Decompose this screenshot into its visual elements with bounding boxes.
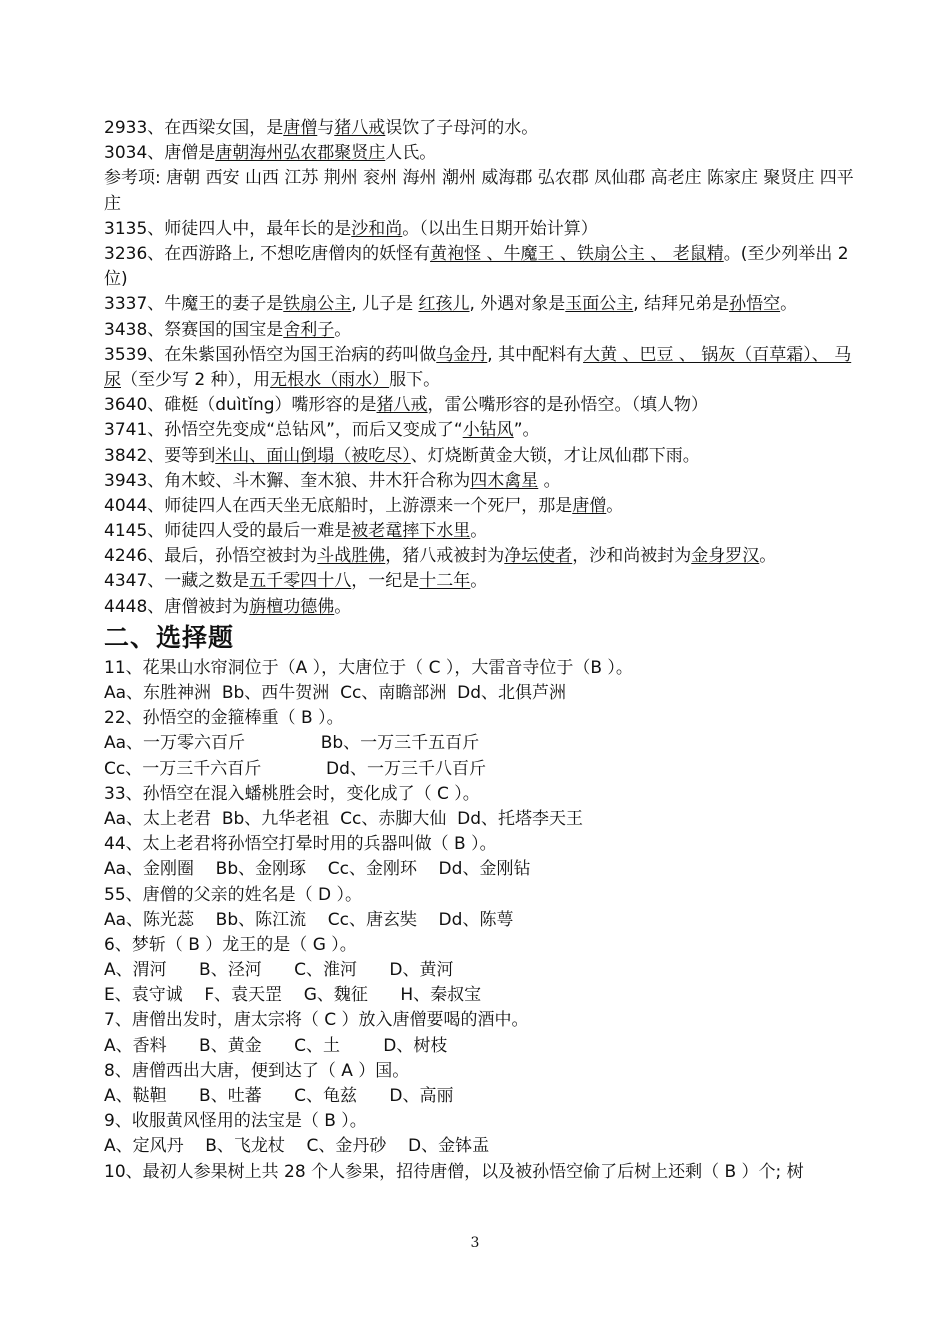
fill-item [104, 595, 854, 620]
question-text: 、碓梃（duìtǐng）嘴形容的是 [147, 395, 377, 416]
item-number: 3943 [104, 470, 148, 491]
item-number: 3337 [104, 294, 148, 315]
choice-line: A、鞑靼 B、吐蕃 C、龟兹 D、高丽 [104, 1086, 454, 1107]
fill-item [104, 242, 854, 292]
item-number: 4145 [104, 521, 148, 542]
choice-line: 22、孙悟空的金箍棒重（ B ）。 [104, 708, 344, 729]
item-number: 3640 [104, 395, 148, 416]
item-number: 2933 [104, 118, 148, 138]
fill-item [104, 217, 854, 242]
answer-text: 唐僧 [572, 495, 607, 516]
choice-line: Aa、一万零六百斤 Bb、一万三千五百斤 [104, 733, 480, 754]
question-text: ，一纪是 [351, 571, 420, 592]
answer-text: 舍利子 [283, 319, 335, 340]
choice-line: Aa、金刚圈 Bb、金刚琢 Cc、金刚环 Dd、金刚钻 [104, 859, 531, 880]
question-text: 、灯烧断黄金大锁，才让凤仙郡下雨。 [410, 445, 700, 466]
question-text: 、要等到 [147, 445, 216, 466]
item-number: 4448 [104, 596, 148, 617]
answer-text: 米山、面山倒塌（被吃尽） [215, 445, 411, 466]
fill-in-list [104, 116, 854, 620]
choice-line: 33、孙悟空在混入蟠桃胜会时，变化成了（ C ）。 [104, 783, 480, 804]
item-number: 3842 [104, 445, 148, 466]
question-text: ，猪八戒被封为 [385, 546, 505, 567]
item-number: 3741 [104, 420, 148, 441]
question-text: 、最后，孙悟空被封为 [147, 546, 318, 567]
page-content [104, 116, 854, 1185]
choice-line: Cc、一万三千六百斤 Dd、一万三千八百斤 [104, 758, 486, 779]
question-text: , 外遇对象是 [469, 294, 566, 315]
question-text: 、在西游路上, 不想吃唐僧肉的妖怪有 [147, 243, 431, 264]
question-text: 。 [470, 571, 488, 592]
page-number: 3 [470, 1235, 480, 1251]
answer-text: 猪八戒 [376, 395, 428, 416]
question-text: 、在朱紫国孙悟空为国王治病的药叫做 [147, 344, 437, 365]
choice-line: A、渭河 B、泾河 C、淮河 D、黄河 [104, 960, 454, 981]
item-number: 4246 [104, 546, 148, 567]
fill-item [104, 343, 854, 393]
question-text: , 其中配料有 [487, 344, 584, 365]
choice-line: Aa、东胜神洲 Bb、西牛贺洲 Cc、南瞻部洲 Dd、北俱芦洲 [104, 683, 567, 704]
question-text: 。(至少列举出 2 位) [104, 243, 849, 290]
answer-text: 红孩儿 [418, 294, 470, 315]
item-number: 3135 [104, 218, 148, 239]
question-text: , 儿子是 [351, 294, 419, 315]
fill-item [104, 166, 854, 216]
fill-item [104, 393, 854, 418]
question-text: 。 [759, 546, 777, 567]
question-text: 。 [780, 294, 798, 315]
question-text: 。 [606, 495, 624, 516]
question-text: 与 [317, 118, 335, 138]
answer-text: 无根水（雨水） [270, 369, 390, 390]
question-text: （至少写 2 种），用 [121, 369, 271, 390]
question-text: 。 [334, 319, 352, 340]
choice-line: 9、收服黄风怪用的法宝是（ B ）。 [104, 1111, 367, 1132]
choice-line: 55、唐僧的父亲的姓名是（ D ）。 [104, 884, 363, 905]
question-text: 。 [470, 521, 488, 542]
answer-text: 黄袍怪 、牛魔王 、铁扇公主 、 老鼠精 [430, 243, 724, 264]
choice-line: Aa、陈光蕊 Bb、陈江流 Cc、唐玄奘 Dd、陈萼 [104, 909, 514, 930]
answer-text: 小钻风 [462, 420, 514, 441]
choice-list [104, 656, 854, 1185]
question-text: 服下。 [389, 369, 441, 390]
question-text: 、牛魔王的妻子是 [147, 294, 284, 315]
fill-item [104, 519, 854, 544]
item-number: 3438 [104, 319, 148, 340]
item-number: 3034 [104, 143, 148, 164]
fill-item [104, 569, 854, 594]
answer-text: 被老鼋摔下水里 [351, 521, 471, 542]
question-text: 、师徒四人受的最后一难是 [147, 521, 352, 542]
answer-text: 唐僧 [283, 118, 318, 138]
answer-text: 斗战胜佛 [317, 546, 386, 567]
question-text: 。（以出生日期开始计算） [402, 218, 598, 239]
item-number: 4347 [104, 571, 148, 592]
question-text: 误饮了子母河的水。 [385, 118, 539, 138]
question-text: ，沙和尚被封为 [572, 546, 692, 567]
question-text: 、唐僧被封为 [147, 596, 250, 617]
answer-text: 四木禽星 [470, 470, 539, 491]
choice-line: A、定风丹 B、飞龙杖 C、金丹砂 D、金钵盂 [104, 1136, 490, 1157]
question-text: 、孙悟空先变成“总钻风”，而后又变成了“ [147, 420, 463, 441]
answer-text: 十二年 [419, 571, 471, 592]
question-text: 、师徒四人中，最年长的是 [147, 218, 352, 239]
question-text: , 结拜兄弟是 [633, 294, 730, 315]
choice-line: 44、太上老君将孙悟空打晕时用的兵器叫做（ B ）。 [104, 834, 497, 855]
fill-item [104, 444, 854, 469]
question-text: 、唐僧是 [147, 143, 216, 164]
answer-text: 五千零四十八 [249, 571, 352, 592]
choice-line: A、香料 B、黄金 C、土 D、树枝 [104, 1035, 448, 1056]
question-text: ”。 [513, 420, 540, 441]
fill-item [104, 418, 854, 443]
question-text: ，雷公嘴形容的是孙悟空。（填人物） [427, 395, 709, 416]
fill-item [104, 544, 854, 569]
fill-item [104, 141, 854, 166]
question-text: 、在西梁女国，是 [147, 118, 284, 138]
answer-text: 铁扇公主 [283, 294, 352, 315]
question-text: 。 [334, 596, 352, 617]
answer-text: 净坛使者 [504, 546, 573, 567]
question-text: 、角木蛟、斗木獬、奎木狼、井木犴合称为 [147, 470, 471, 491]
answer-text: 旃檀功德佛 [249, 596, 335, 617]
question-text: 、师徒四人在西天坐无底船时，上游漂来一个死尸，那是 [147, 495, 573, 516]
choice-line: 7、唐僧出发时，唐太宗将（ C ）放入唐僧要喝的酒中。 [104, 1010, 529, 1031]
answer-text: 乌金丹 [436, 344, 488, 365]
question-text: 人氏。 [385, 143, 437, 164]
answer-text: 金身罗汉 [691, 546, 760, 567]
question-text: 参考项: 唐朝 西安 山西 江苏 荆州 衮州 海州 潮州 威海郡 弘农郡 凤仙郡 高老庄 陈家庄 聚贤庄 四平庄 [104, 168, 854, 214]
item-number: 3539 [104, 344, 148, 365]
choice-line: 8、唐僧西出大唐，便到达了（ A ）国。 [104, 1060, 410, 1081]
answer-text: 猪八戒 [334, 118, 386, 138]
answer-text: 孙悟空 [729, 294, 781, 315]
choice-line: Aa、太上老君 Bb、九华老祖 Cc、赤脚大仙 Dd、托塔李天王 [104, 808, 584, 829]
item-number: 4044 [104, 495, 148, 516]
answer-text: 唐朝海州弘农郡聚贤庄 [215, 143, 386, 164]
choice-line: 10、最初人参果树上共 28 个人参果，招待唐僧，以及被孙悟空偷了后树上还剩（ B ）个; 树 [104, 1161, 804, 1182]
answer-text: 玉面公主 [565, 294, 634, 315]
fill-item [104, 469, 854, 494]
fill-item [104, 116, 854, 141]
item-number: 3236 [104, 243, 148, 264]
answer-text: 大黄 、巴豆 、 锅灰（百草霜）、 马尿 [104, 344, 852, 390]
choice-line: E、袁守诚 F、袁天罡 G、魏征 H、秦叔宝 [104, 985, 482, 1006]
question-text: 、一藏之数是 [147, 571, 250, 592]
question-text: 。 [538, 470, 561, 491]
choice-line: 11、花果山水帘洞位于（A ），大唐位于（ C ），大雷音寺位于（B ）。 [104, 657, 633, 678]
question-text: 、祭赛国的国宝是 [147, 319, 284, 340]
answer-text: 沙和尚 [351, 218, 403, 239]
fill-item [104, 292, 854, 317]
choice-line: 6、梦斩（ B ）龙王的是（ G ）。 [104, 934, 357, 955]
fill-item [104, 494, 854, 519]
section-heading: 二、选择题 [104, 622, 235, 652]
fill-item [104, 318, 854, 343]
